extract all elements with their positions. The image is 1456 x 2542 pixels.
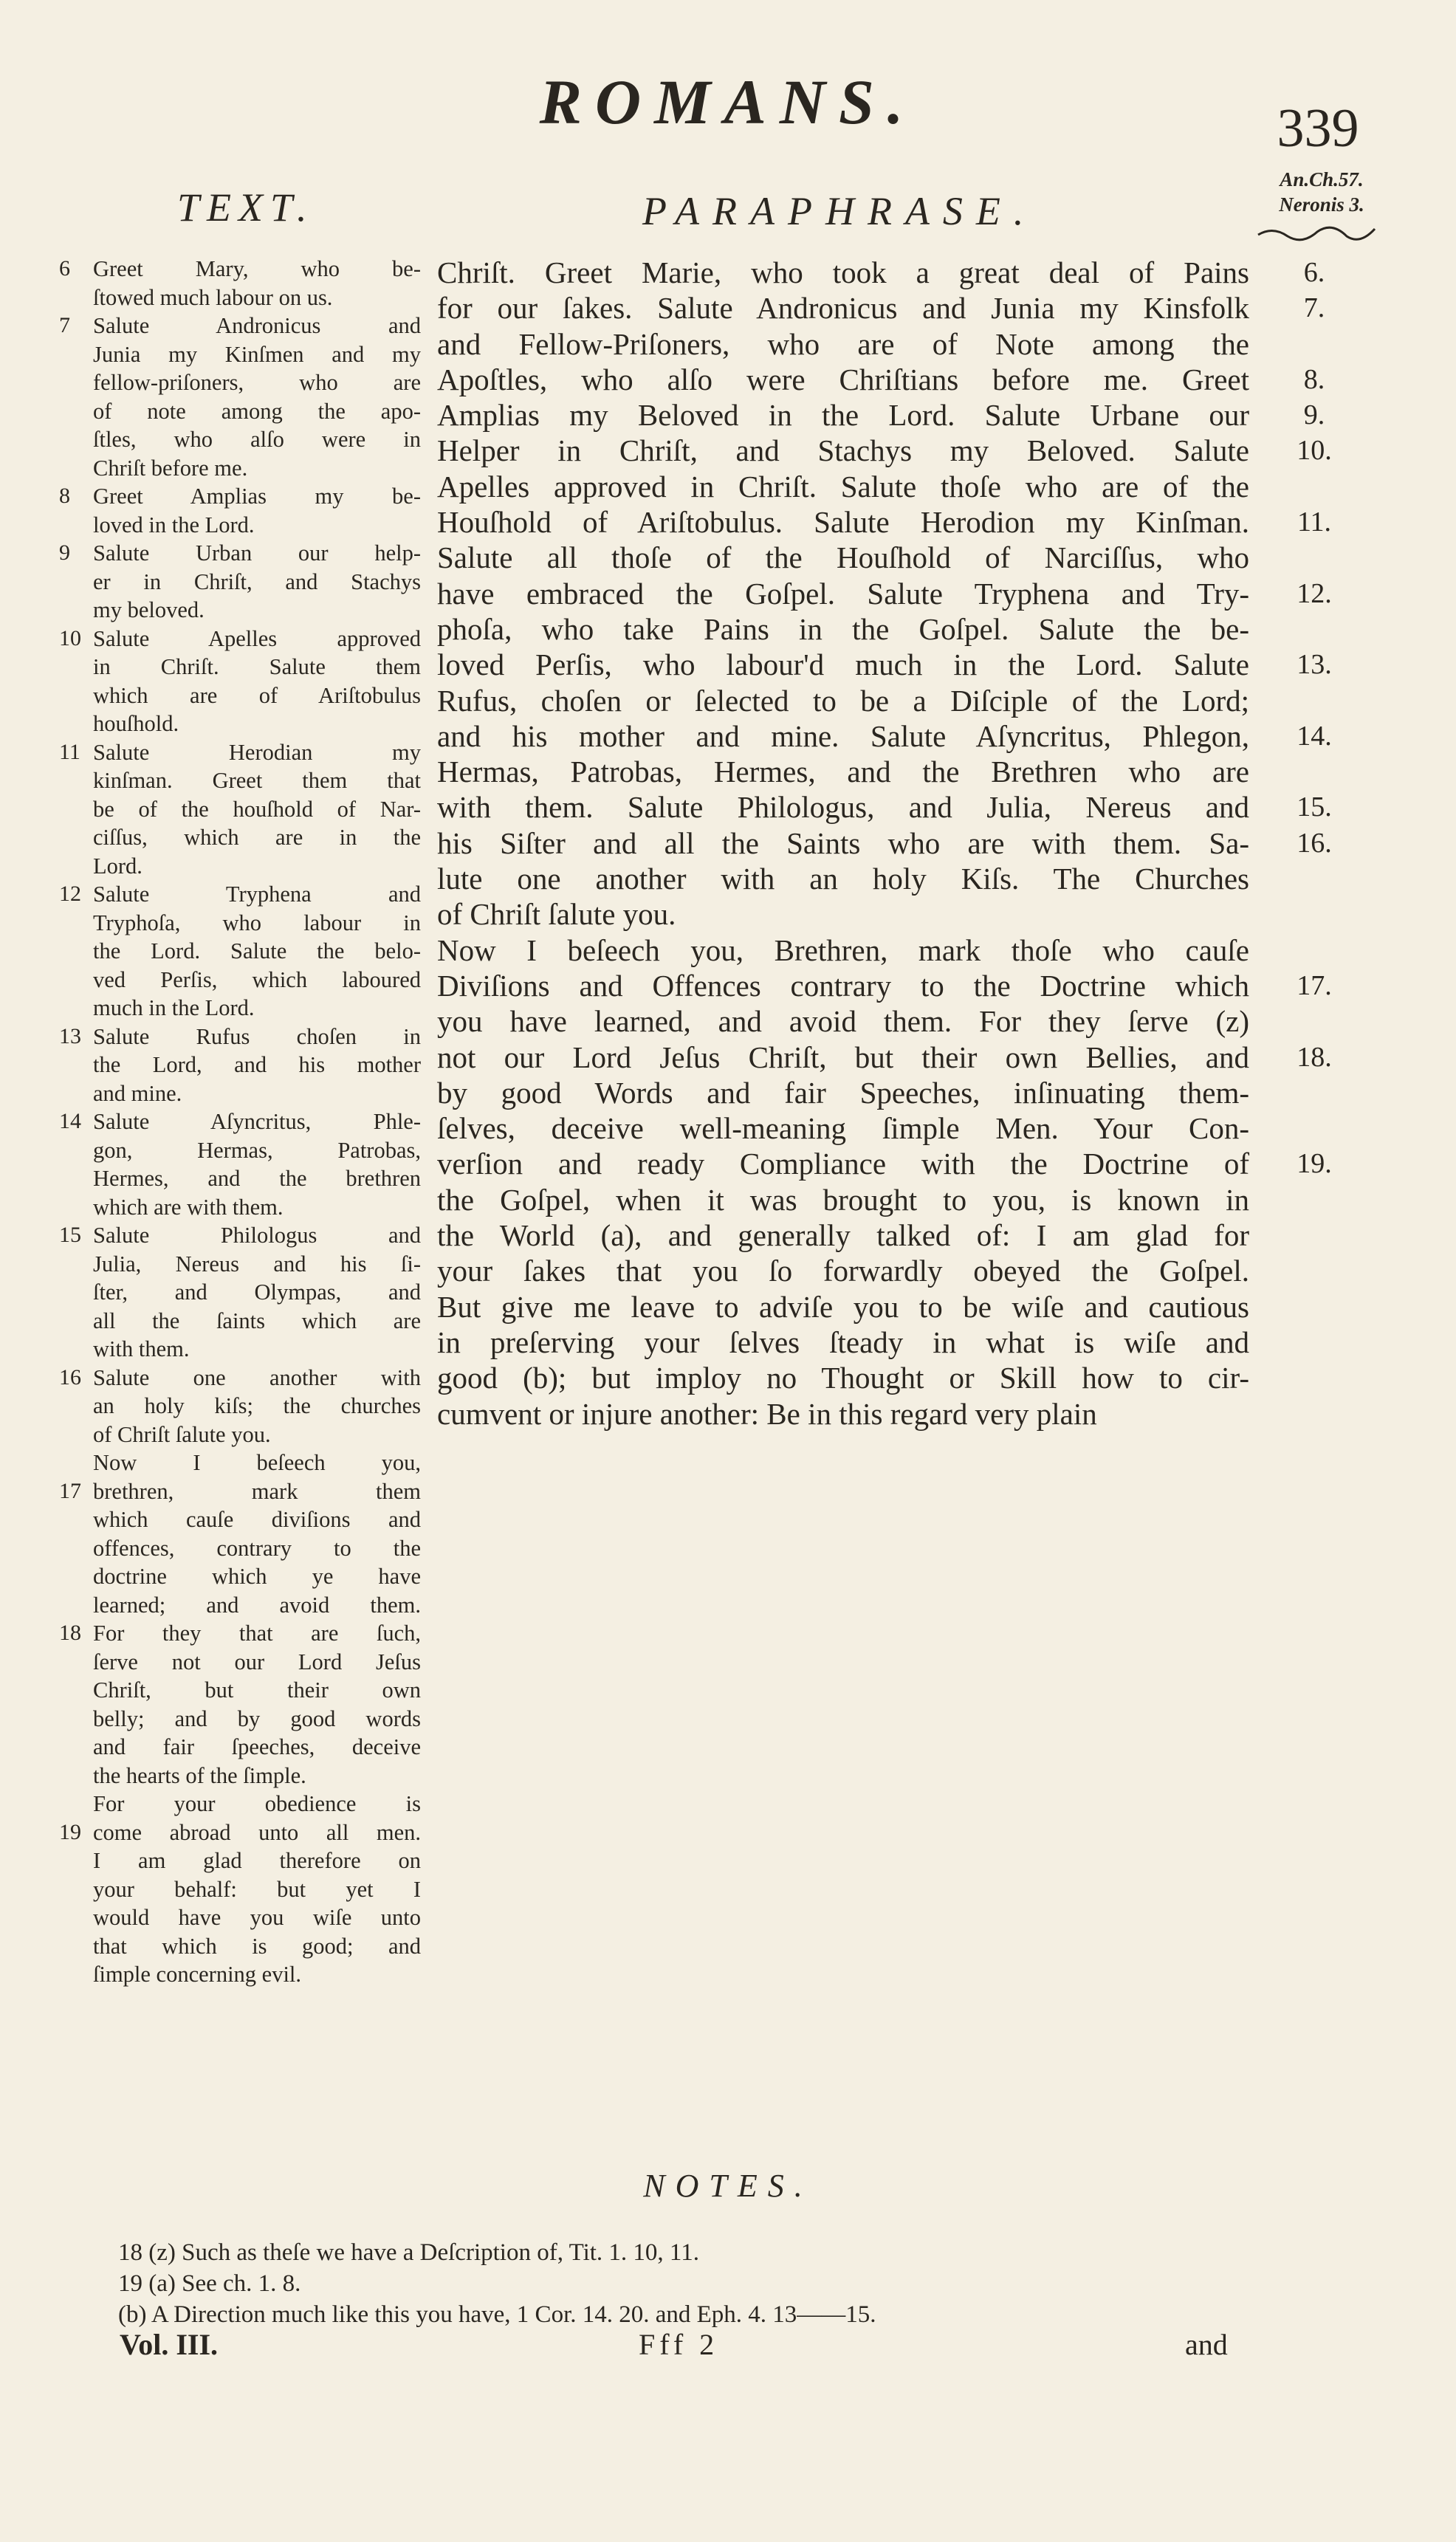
text-line	[52, 766, 421, 795]
text-line	[52, 710, 421, 738]
text-line	[52, 681, 421, 710]
paraphrase-line: phoſa, who take Pains in the Goſpel. Salute the be-	[437, 611, 1249, 646]
text-line	[52, 454, 421, 483]
margin-verse-number: 6.	[1303, 257, 1325, 288]
paraphrase-line: Apoſtles, who alſo were Chriſtians before me. Greet	[437, 362, 1249, 396]
text-verse-number: 15	[59, 1223, 81, 1247]
text-line-content: belly; and by good words	[93, 1705, 421, 1731]
text-line	[52, 1790, 421, 1818]
text-line	[52, 1648, 421, 1677]
paraphrase-line: Rufus, choſen or ſelected to be a Diſciple of the Lord;	[437, 683, 1249, 718]
margin-verse-number	[1281, 540, 1347, 575]
text-line-content: For they that are ſuch,	[93, 1621, 421, 1646]
text-verse-number: 11	[59, 739, 80, 764]
note-line: (b) A Direction much like this you have, 1 Cor. 14. 20. and Eph. 4. 13——15.	[118, 2301, 876, 2328]
text-line	[52, 1164, 421, 1193]
text-verse-number: 14	[59, 1109, 81, 1133]
text-line-content: Julia, Nereus and his ſi-	[93, 1251, 421, 1277]
text-line-content: and fair ſpeeches, deceive	[93, 1734, 421, 1759]
note-line: 18 (z) Such as theſe we have a Deſcription of, Tit. 1. 10, 11.	[118, 2239, 699, 2266]
text-line-content: Greet Mary, who be-	[93, 256, 421, 281]
text-line	[52, 1449, 421, 1477]
text-line	[52, 738, 421, 767]
margin-verse-number: 12.	[1297, 577, 1332, 609]
text-line-content: an holy kiſs; the churches	[93, 1393, 421, 1418]
verse-number-margin	[1281, 255, 1347, 1182]
text-line-content: er in Chriſt, and Stachys	[93, 568, 421, 594]
margin-verse-number	[1281, 611, 1347, 647]
text-line-content: Salute Apelles approved	[93, 625, 421, 651]
text-line-content: your behalf: but yet I	[93, 1876, 421, 1902]
text-line	[52, 1307, 421, 1336]
margin-verse-number	[1281, 326, 1347, 362]
paraphrase-line: by good Words and fair Speeches, inſinuating them-	[437, 1075, 1249, 1110]
text-line	[52, 1136, 421, 1165]
note-line: 19 (a) See ch. 1. 8.	[118, 2270, 301, 2297]
text-line	[52, 1023, 421, 1051]
text-line	[52, 1107, 421, 1136]
notes-heading: NOTES.	[643, 2168, 813, 2204]
paraphrase-line: Amplias my Beloved in the Lord. Salute Urbane our	[437, 398, 1249, 433]
paraphrase-line: you have learned, and avoid them. For they ſerve (z)	[437, 1004, 1249, 1039]
text-line-content: kinſman. Greet them that	[93, 768, 421, 793]
paraphrase-line: his Siſter and all the Saints who are with them. Sa-	[437, 825, 1249, 860]
text-line-content: I am glad therefore on	[93, 1848, 421, 1873]
paraphrase-line: cumvent or injure another: Be in this regard very plain	[437, 1396, 1097, 1431]
paraphrase-line: verſion and ready Compliance with the Doctrine of	[437, 1147, 1249, 1181]
text-verse-number: 12	[59, 882, 81, 906]
text-line	[52, 1392, 421, 1421]
margin-verse-number: 13.	[1297, 649, 1332, 681]
text-line	[52, 539, 421, 568]
paraphrase-line: have embraced the Goſpel. Salute Tryphena and Try-	[437, 576, 1249, 611]
text-line	[52, 1250, 421, 1279]
paraphrase-line: Apelles approved in Chriſt. Salute thoſe who are of the	[437, 469, 1249, 504]
text-verse-number: 10	[59, 625, 81, 650]
text-line	[52, 1421, 421, 1449]
text-line	[52, 1960, 421, 1989]
text-line-content: which are with them.	[93, 1194, 284, 1220]
margin-verse-number	[1281, 1110, 1347, 1146]
paraphrase-line: Helper in Chriſt, and Stachys my Beloved. Salute	[437, 433, 1249, 468]
text-line	[52, 482, 421, 511]
text-line-content: ciſſus, which are in the	[93, 825, 421, 850]
text-line-content: the Lord, and his mother	[93, 1052, 421, 1077]
text-line	[52, 568, 421, 597]
text-line-content: Chriſt, but their own	[93, 1677, 421, 1703]
text-line-content: Salute one another with	[93, 1364, 421, 1390]
text-line	[52, 1079, 421, 1108]
text-line-content: would have you wiſe unto	[93, 1905, 421, 1930]
text-line	[52, 1875, 421, 1904]
text-verse-number: 19	[59, 1819, 81, 1844]
paraphrase-line: the World (a), and generally talked of: I am glad for	[437, 1218, 1249, 1253]
ornament-flourish	[1255, 221, 1381, 247]
text-line	[52, 1221, 421, 1250]
text-line	[52, 1534, 421, 1563]
text-verse-number: 9	[59, 540, 70, 565]
paraphrase-line: But give me leave to adviſe you to be wiſe and cautious	[437, 1289, 1249, 1324]
paraphrase-line: with them. Salute Philologus, and Julia, Nereus and	[437, 790, 1249, 825]
margin-verse-number	[1281, 469, 1347, 504]
text-column	[52, 255, 421, 1989]
margin-verse-number: 7.	[1303, 292, 1325, 324]
text-line	[52, 1335, 421, 1364]
text-line-content: offences, contrary to the	[93, 1535, 421, 1561]
margin-verse-number: 14.	[1297, 720, 1332, 752]
text-line-content: loved in the Lord.	[93, 512, 255, 537]
text-line-content: come abroad unto all men.	[93, 1819, 421, 1845]
text-line-content: Salute Urban our help-	[93, 540, 421, 566]
paraphrase-line: Now I beſeech you, Brethren, mark thoſe who cauſe	[437, 932, 1249, 967]
notes-section	[118, 2237, 1373, 2330]
text-line	[52, 255, 421, 284]
running-title: ROMANS.	[539, 66, 917, 137]
text-line	[52, 1562, 421, 1591]
text-line	[52, 1847, 421, 1875]
text-line	[52, 425, 421, 454]
text-line	[52, 284, 421, 312]
text-line	[52, 966, 421, 995]
text-line	[52, 823, 421, 852]
text-line-content: Salute Herodian my	[93, 739, 421, 765]
text-line	[52, 909, 421, 938]
margin-verse-number: 19.	[1297, 1148, 1332, 1180]
margin-verse-number	[1281, 1075, 1347, 1110]
paraphrase-line: Houſhold of Ariſtobulus. Salute Herodion my Kinſman.	[437, 505, 1249, 540]
text-verse-number: 7	[59, 313, 70, 337]
margin-verse-number: 9.	[1303, 399, 1325, 431]
text-verse-number: 17	[59, 1478, 81, 1503]
text-line-content: that which is good; and	[93, 1933, 421, 1959]
text-line	[52, 340, 421, 369]
text-verse-number: 16	[59, 1364, 81, 1389]
text-line	[52, 1591, 421, 1620]
text-line	[52, 1619, 421, 1648]
text-line-content: the Lord. Salute the belo-	[93, 938, 421, 963]
margin-verse-number	[1281, 683, 1347, 718]
text-line-content: gon, Hermas, Patrobas,	[93, 1137, 421, 1163]
text-line-content: For your obedience is	[93, 1791, 421, 1816]
margin-verse-number: 16.	[1297, 827, 1332, 859]
text-line	[52, 1762, 421, 1790]
paraphrase-line: Hermas, Patrobas, Hermes, and the Brethren who are	[437, 755, 1249, 789]
paraphrase-line: for our ſakes. Salute Andronicus and Junia my Kinsfolk	[437, 291, 1249, 326]
text-line	[52, 1278, 421, 1307]
paraphrase-column	[437, 255, 1249, 1432]
text-line-content: the hearts of the ſimple.	[93, 1762, 306, 1788]
paraphrase-line: ſelves, deceive well-meaning ſimple Men. Your Con-	[437, 1111, 1249, 1146]
text-line	[52, 880, 421, 909]
margin-verse-number: 18.	[1297, 1041, 1332, 1073]
text-verse-number: 8	[59, 484, 70, 508]
text-line	[52, 1903, 421, 1932]
text-line-content: Lord.	[93, 853, 142, 879]
catchword: and	[1185, 2328, 1228, 2361]
margin-verse-number	[1281, 754, 1347, 789]
text-line	[52, 1932, 421, 1961]
paraphrase-line: Salute all thoſe of the Houſhold of Narciſſus, who	[437, 540, 1249, 575]
margin-verse-number	[1281, 861, 1347, 896]
text-line-content: Junia my Kinſmen and my	[93, 341, 421, 367]
text-line-content: in Chriſt. Salute them	[93, 654, 421, 679]
page-number: 339	[1277, 98, 1359, 159]
text-line-content: be of the houſhold of Nar-	[93, 796, 421, 822]
margin-verse-number: 11.	[1297, 506, 1332, 538]
text-line-content: of note among the apo-	[93, 398, 421, 424]
text-line-content: which cauſe diviſions and	[93, 1507, 421, 1532]
date-line-neronis: Neronis 3.	[1279, 193, 1364, 216]
text-line	[52, 596, 421, 625]
text-line-content: Salute Rufus choſen in	[93, 1023, 421, 1049]
text-line	[52, 1818, 421, 1847]
text-line	[52, 368, 421, 397]
text-line-content: Tryphoſa, who labour in	[93, 910, 421, 935]
text-line-content: and mine.	[93, 1080, 182, 1106]
text-line-content: brethren, mark them	[93, 1478, 421, 1504]
margin-verse-number	[1281, 932, 1347, 968]
text-line	[52, 1705, 421, 1734]
margin-verse-number	[1281, 896, 1347, 932]
paraphrase-line: Chriſt. Greet Marie, who took a great deal of Pains	[437, 255, 1249, 289]
text-line	[52, 795, 421, 824]
text-line-content: Salute Aſyncritus, Phle-	[93, 1109, 421, 1134]
text-verse-number: 13	[59, 1023, 81, 1048]
text-line	[52, 1193, 421, 1222]
text-line	[52, 1676, 421, 1705]
text-line	[52, 1051, 421, 1079]
paraphrase-column-heading: PARAPHRASE.	[642, 189, 1037, 233]
text-line-content: of Chriſt ſalute you.	[93, 1421, 271, 1447]
text-line-content: ved Perſis, which laboured	[93, 966, 421, 992]
text-verse-number: 18	[59, 1621, 81, 1645]
text-line-content: learned; and avoid them.	[93, 1592, 421, 1618]
text-line	[52, 312, 421, 340]
volume-label: Vol. III.	[120, 2328, 219, 2361]
text-line	[52, 511, 421, 540]
paraphrase-line: and Fellow-Priſoners, who are of Note among the	[437, 326, 1249, 361]
text-line	[52, 1364, 421, 1392]
paraphrase-line: loved Perſis, who labour'd much in the Lord. Salute	[437, 647, 1249, 682]
paraphrase-line: Diviſions and Offences contrary to the Doctrine which	[437, 968, 1249, 1003]
margin-verse-number: 17.	[1297, 969, 1332, 1001]
paraphrase-line: the Goſpel, when it was brought to you, is known in	[437, 1182, 1249, 1217]
paraphrase-line: not our Lord Jeſus Chriſt, but their own Bellies, and	[437, 1040, 1249, 1074]
text-line-content: much in the Lord.	[93, 995, 255, 1020]
text-line-content: my beloved.	[93, 597, 205, 622]
margin-verse-number: 10.	[1297, 435, 1332, 467]
text-line-content: Salute Philologus and	[93, 1223, 421, 1248]
text-line	[52, 653, 421, 681]
text-line-content: which are of Ariſtobulus	[93, 682, 421, 708]
text-column-heading: TEXT.	[177, 185, 315, 230]
text-line-content: ſimple concerning evil.	[93, 1962, 302, 1987]
text-line-content: Salute Tryphena and	[93, 882, 421, 907]
text-line	[52, 1733, 421, 1762]
text-line-content: ſerve not our Lord Jeſus	[93, 1649, 421, 1674]
paraphrase-line: and his mother and mine. Salute Aſyncritus, Phlegon,	[437, 718, 1249, 753]
text-line	[52, 625, 421, 653]
paraphrase-line: in preſerving your ſelves ſteady in what is wiſe and	[437, 1325, 1249, 1359]
margin-verse-number: 8.	[1303, 363, 1325, 395]
paraphrase-line: of Chriſt ſalute you.	[437, 897, 676, 932]
text-line	[52, 937, 421, 966]
paraphrase-line: your ſakes that you ſo forwardly obeyed the Goſpel.	[437, 1254, 1249, 1288]
text-line-content: Greet Amplias my be-	[93, 484, 421, 509]
text-line	[52, 994, 421, 1023]
text-line-content: Hermes, and the brethren	[93, 1166, 421, 1191]
text-line-content: houſhold.	[93, 711, 179, 736]
text-line-content: Now I beſeech you,	[93, 1450, 421, 1475]
date-line-anno-christi: An.Ch.57.	[1280, 168, 1364, 190]
text-line	[52, 852, 421, 881]
text-line-content: ſter, and Olympas, and	[93, 1279, 421, 1305]
text-line-content: Chriſt before me.	[93, 455, 248, 481]
text-line-content: fellow-priſoners, who are	[93, 370, 421, 395]
text-line-content: doctrine which ye have	[93, 1564, 421, 1589]
text-line-content: all the ſaints which are	[93, 1308, 421, 1333]
text-verse-number: 6	[59, 256, 70, 281]
margin-verse-number: 15.	[1297, 791, 1332, 823]
text-line	[52, 397, 421, 426]
paraphrase-line: good (b); but imploy no Thought or Skill how to cir-	[437, 1361, 1249, 1395]
text-line-content: ſtowed much labour on us.	[93, 284, 333, 310]
text-line-content: with them.	[93, 1336, 190, 1361]
signature-mark: Fff 2	[639, 2328, 719, 2361]
text-line	[52, 1505, 421, 1534]
text-line-content: Salute Andronicus and	[93, 313, 421, 338]
text-line-content: ſtles, who alſo were in	[93, 427, 421, 452]
margin-verse-number	[1281, 1003, 1347, 1039]
text-line	[52, 1477, 421, 1506]
paraphrase-line: lute one another with an holy Kiſs. The Churches	[437, 862, 1249, 896]
